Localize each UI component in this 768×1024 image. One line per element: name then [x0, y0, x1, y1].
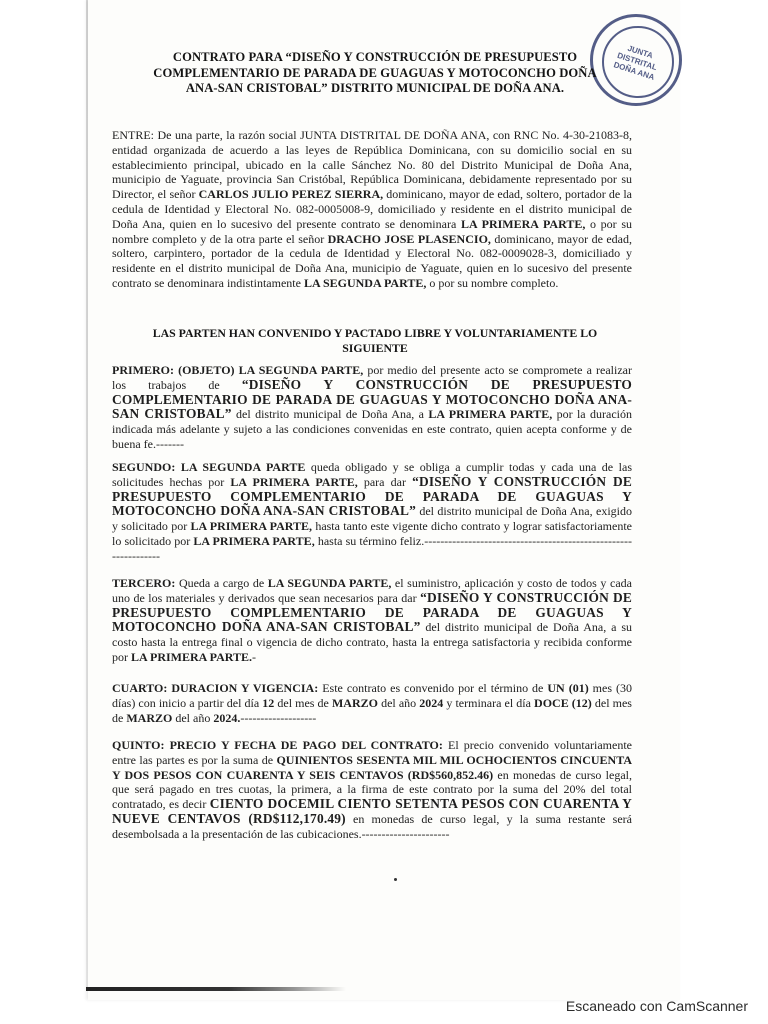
entre-text-1: ENTRE: De una parte, la razón social JUNTA DISTRITAL DE DOÑA ANA, con RNC No. 4-30-21083-8, entidad organizada de acuerdo a las leyes de República Dominicana, con su domicilio social en su establecimiento principal, ubicado en la calle Sánchez No. 80 del Distrito Municipal de Doña Ana, municipio de Yaguate, provincia San Cristóbal, República Dominicana, debidamente representado por su Director, el señor — [112, 128, 632, 202]
segundo-bold-4: LA PRIMERA PARTE, — [193, 533, 315, 548]
official-seal-stamp — [590, 14, 682, 106]
cuarto-text-3: del mes de — [274, 695, 332, 710]
agreement-heading: LAS PARTEN HAN CONVENIDO Y PACTADO LIBRE Y VOLUNTARIAMENTE LO SIGUIENTE — [152, 326, 598, 355]
cuarto-text-7: del año — [172, 710, 214, 725]
cuarto-bold-1: CUARTO: DURACION Y VIGENCIA: — [112, 681, 319, 695]
segundo-text-3: del distrito municipal de Doña Ana, exigido y solicitado por — [112, 504, 632, 534]
cuarto-text-2: mes (30 días) con inicio a partir del día — [112, 681, 632, 710]
cuarto-bold-4: MARZO — [331, 695, 378, 710]
entre-text-3: o por su nombre completo y de la otra parte el señor — [112, 216, 633, 246]
segundo-text-4: hasta tanto este vigente dicho contrato y lograr satisfactoriamente lo solicitado por — [112, 519, 633, 548]
quinto-text-1: El precio convenido voluntariamente entre las partes es por la suma de — [112, 738, 632, 767]
primero-text-3: por la duración indicada más adelante y sujeto a las condiciones convenidas en este contrato, quien acepta conforme y de buena fe.------- — [112, 407, 633, 451]
tercero-text-4: - — [252, 649, 257, 664]
segundo-bold-1: SEGUNDO: LA SEGUNDA PARTE — [112, 460, 306, 474]
cuarto-text-1: Este contrato es convenido por el término de — [318, 681, 548, 695]
tercero-text-2: el suministro, aplicación y costo de todos y cada uno de los materiales y derivados que sean necesarios para dar — [112, 576, 632, 605]
segundo-bold-3: LA PRIMERA PARTE, — [190, 519, 313, 534]
entre-bold-4: LA SEGUNDA PARTE, — [303, 275, 427, 290]
entre-text-4: dominicano, mayor de edad, soltero, carpintero, portador de la cedula de Identidad y Electoral No. 082-0009028-3, domiciliado y residente en el distrito municipal de Doña Ana, municipio de Yaguate, quien en lo sucesivo del presente contrato se denominara indistintamente — [112, 231, 632, 290]
clause-primero — [112, 363, 632, 452]
entre-bold-1: CARLOS JULIO PEREZ SIERRA, — [198, 187, 384, 202]
entre-text-5: o por su nombre completo. — [426, 275, 559, 290]
cuarto-text-5: y terminara el día — [443, 695, 535, 710]
primero-bold-1: PRIMERO: (OBJETO) LA SEGUNDA PARTE, — [112, 363, 364, 377]
cuarto-bold-5: 2024 — [419, 695, 444, 710]
cuarto-text-6: del mes de — [112, 695, 632, 725]
clause-cuarto — [112, 681, 632, 725]
cuarto-bold-2: UN (01) — [547, 681, 589, 695]
segundo-text-1: queda obligado y se obliga a cumplir todas y cada una de las solicitudes hechas por — [112, 460, 633, 489]
scan-edge-line — [86, 987, 346, 991]
cuarto-text-8: ------------------- — [240, 710, 317, 725]
clause-tercero — [112, 576, 632, 665]
tercero-bold-1: TERCERO: — [112, 576, 176, 590]
segundo-text-5: hasta su término feliz.---------------------------------------------------------------- — [112, 533, 633, 563]
tercero-bold-3: LA PRIMERA PARTE. — [131, 649, 253, 664]
entre-bold-2: LA PRIMERA PARTE, — [460, 216, 586, 231]
tercero-text-3: del distrito municipal de Doña Ana, a su costo hasta la entrega final o vigencia de dicho contrato, hasta la entrega satisfactoria y recibida conforme por — [112, 620, 632, 664]
ink-dot — [394, 878, 397, 881]
clause-quinto — [112, 738, 632, 842]
tercero-bold-2: LA SEGUNDA PARTE, — [267, 576, 392, 590]
cuarto-bold-6: DOCE (12) — [534, 695, 592, 710]
clause-segundo — [112, 460, 632, 564]
primero-text-2: del distrito municipal de Doña Ana, a — [231, 407, 429, 422]
quinto-text-2: en monedas de curso legal, que será pagado en tres cuotas, la primera, a la firma de este contrato por la suma del 20% del total contratado, es decir — [112, 767, 632, 812]
segundo-text-2: para dar — [357, 474, 413, 489]
stamp-text: JUNTA DISTRITAL DOÑA ANA — [612, 43, 659, 82]
tercero-text-1: Queda a cargo de — [175, 576, 268, 590]
camscanner-watermark: Escaneado con CamScanner — [565, 998, 748, 1014]
cuarto-text-4: del año — [377, 695, 420, 710]
primero-project-name: “DISEÑO Y CONSTRUCCIÓN DE PRESUPUESTO COMPLEMENTARIO DE PARADA DE GUAGUAS Y MOTOCONCHO DOÑA ANA-SAN CRISTOBAL” — [112, 376, 632, 422]
cuarto-bold-8: 2024. — [213, 710, 241, 725]
entre-text-2: dominicano, mayor de edad, soltero, portador de la cedula de Identidad y Electoral No. 082-0005008-9, domiciliado y residente en el distrito municipal de Doña Ana, quien en lo sucesivo del presente contrato se denominara — [112, 187, 632, 231]
primero-bold-2: LA PRIMERA PARTE, — [428, 407, 553, 422]
primero-text-1: por medio del presente acto se compromete a realizar los trabajos de — [112, 363, 633, 392]
segundo-bold-2: LA PRIMERA PARTE, — [230, 474, 358, 489]
entre-bold-3: DRACHO JOSE PLASENCIO, — [327, 231, 491, 246]
entre-paragraph — [112, 128, 632, 291]
segundo-project-name: “DISEÑO Y CONSTRUCCIÓN DE PRESUPUESTO COMPLEMENTARIO DE PARADA DE GUAGUAS Y MOTOCONCHO DOÑA ANA-SAN CRISTOBAL” — [112, 473, 632, 519]
quinto-amount-total: QUINIENTOS SESENTA MIL MIL OCHOCIENTOS CINCUENTA Y DOS PESOS CON CUARENTA Y SEIS CENTAVOS (RD$560,852.46) — [112, 752, 632, 782]
quinto-bold-1: QUINTO: PRECIO Y FECHA DE PAGO DEL CONTRATO: — [112, 738, 443, 752]
contract-title: CONTRATO PARA “DISEÑO Y CONSTRUCCIÓN DE PRESUPUESTO COMPLEMENTARIO DE PARADA DE GUAGUAS Y MOTOCONCHO DOÑA ANA-SAN CRISTOBAL” DISTRITO MUNICIPAL DE DOÑA ANA. — [153, 50, 597, 95]
cuarto-bold-7: MARZO — [126, 710, 173, 725]
cuarto-bold-3: 12 — [262, 695, 275, 710]
tercero-project-name: “DISEÑO Y CONSTRUCCIÓN DE PRESUPUESTO COMPLEMENTARIO DE PARADA DE GUAGUAS Y MOTOCONCHO DOÑA ANA-SAN CRISTOBAL” — [112, 589, 632, 635]
quinto-text-3: en monedas de curso legal, y la suma restante será desembolsada a la presentación de las cubicaciones.---------------------- — [112, 811, 632, 841]
quinto-amount-first-payment: CIENTO DOCEMIL CIENTO SETENTA PESOS CON CUARENTA Y NUEVE CENTAVOS (RD$112,170.49) — [112, 796, 632, 826]
